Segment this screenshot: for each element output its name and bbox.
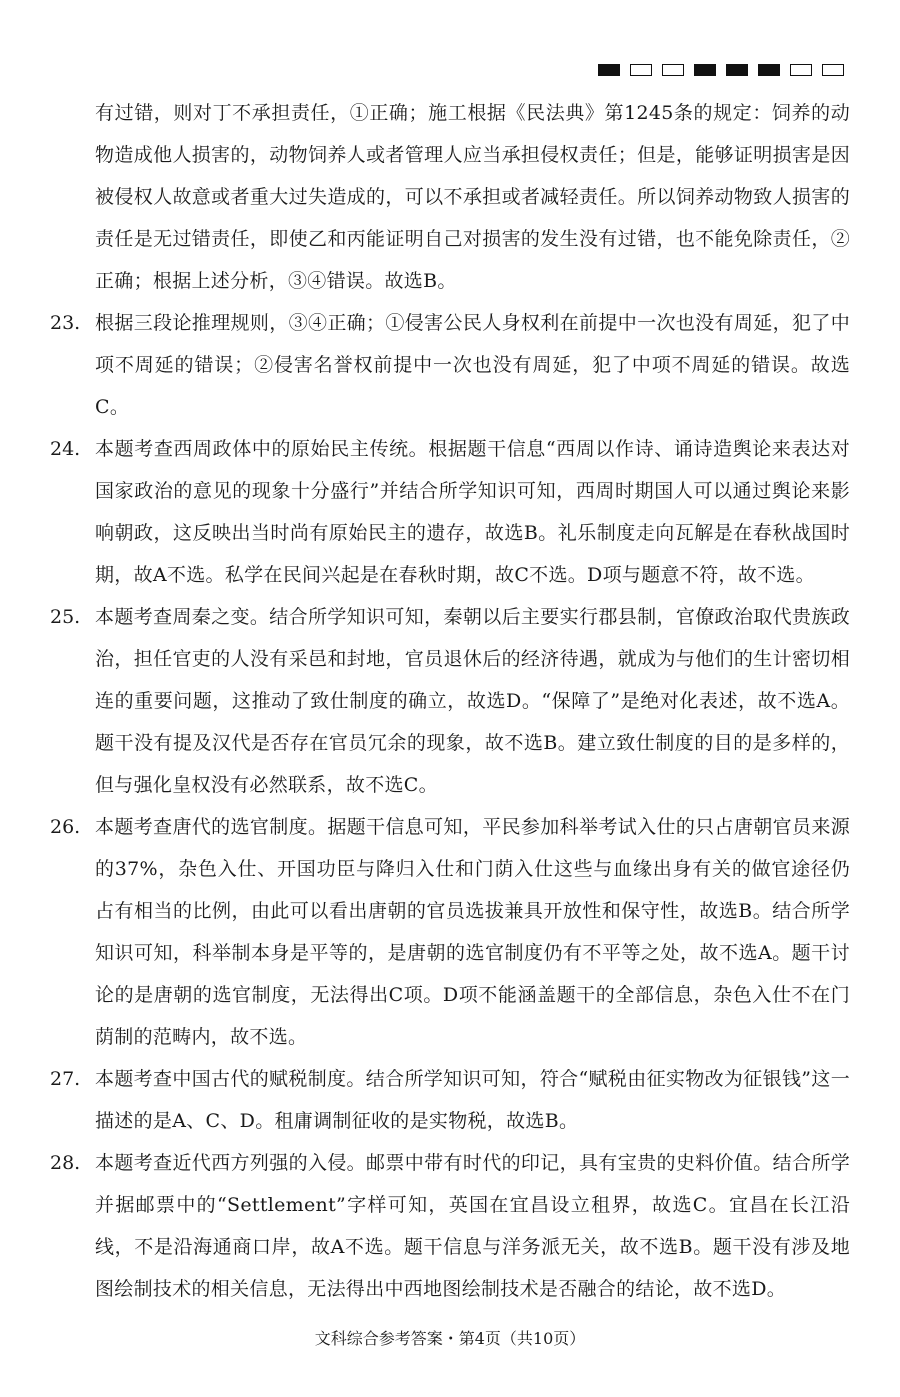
marker-filled (758, 64, 780, 76)
answer-content (50, 92, 850, 1310)
page-marker-row (598, 64, 844, 76)
answer-text: 根据三段论推理规则，③④正确；①侵害公民人身权利在前提中一次也没有周延，犯了中项不周延的错误；②侵害名誉权前提中一次也没有周延，犯了中项不周延的错误。故选C。 (95, 312, 850, 418)
answer-number: 25. (50, 606, 81, 628)
answer-text: 本题考查唐代的选官制度。据题干信息可知，平民参加科举考试入仕的只占唐朝官员来源的37%，杂色入仕、开国功臣与降归入仕和门荫入仕这些与血缘出身有关的做官途径仍占有相当的比例，由此可以看出唐朝的官员选拔兼具开放性和保守性，故选B。结合所学知识可知，科举制本身是平等的，是唐朝的选官制度仍有不平等之处，故不选A。题干讨论的是唐朝的选官制度，无法得出C项。D项不能涵盖题干的全部信息，杂色入仕不在门荫制的范畴内，故不选。 (95, 816, 850, 1048)
marker-filled (694, 64, 716, 76)
answer-continuation-text: 有过错，则对丁不承担责任，①正确；施工根据《民法典》第1245条的规定：饲养的动物造成他人损害的，动物饲养人或者管理人应当承担侵权责任；但是，能够证明损害是因被侵权人故意或者重大过失造成的，可以不承担或者减轻责任。所以饲养动物致人损害的责任是无过错责任，即使乙和丙能证明自己对损害的发生没有过错，也不能免除责任，②正确；根据上述分析，③④错误。故选B。 (95, 102, 850, 292)
answer-text: 本题考查近代西方列强的入侵。邮票中带有时代的印记，具有宝贵的史料价值。结合所学并据邮票中的“Settlement”字样可知，英国在宜昌设立租界，故选C。宜昌在长江沿线，不是沿海通商口岸，故A不选。题干信息与洋务派无关，故不选B。题干没有涉及地图绘制技术的相关信息，无法得出中西地图绘制技术是否融合的结论，故不选D。 (95, 1152, 850, 1300)
answer-28 (50, 1142, 850, 1310)
answer-25 (50, 596, 850, 806)
answer-text: 本题考查周秦之变。结合所学知识可知，秦朝以后主要实行郡县制，官僚政治取代贵族政治，担任官吏的人没有采邑和封地，官员退休后的经济待遇，就成为与他们的生计密切相连的重要问题，这推动了致仕制度的确立，故选D。“保障了”是绝对化表述，故不选A。题干没有提及汉代是否存在官员冗余的现象，故不选B。建立致仕制度的目的是多样的，但与强化皇权没有必然联系，故不选C。 (95, 606, 850, 796)
answer-26 (50, 806, 850, 1058)
answer-number: 26. (50, 816, 81, 838)
answer-text: 本题考查西周政体中的原始民主传统。根据题干信息“西周以作诗、诵诗造舆论来表达对国家政治的意见的现象十分盛行”并结合所学知识可知，西周时期国人可以通过舆论来影响朝政，这反映出当时尚有原始民主的遗存，故选B。礼乐制度走向瓦解是在春秋战国时期，故A不选。私学在民间兴起是在春秋时期，故C不选。D项与题意不符，故不选。 (95, 438, 850, 586)
answer-number: 28. (50, 1152, 81, 1174)
page-footer: 文科综合参考答案・第4页（共10页） (314, 1329, 586, 1348)
marker-empty (662, 64, 684, 76)
answer-number: 27. (50, 1068, 81, 1090)
answer-24 (50, 428, 850, 596)
answer-27 (50, 1058, 850, 1142)
answer-22-continuation (50, 92, 850, 302)
marker-empty (790, 64, 812, 76)
answer-number: 23. (50, 312, 81, 334)
marker-empty (630, 64, 652, 76)
marker-filled (598, 64, 620, 76)
answer-text: 本题考查中国古代的赋税制度。结合所学知识可知，符合“赋税由征实物改为征银钱”这一描述的是A、C、D。租庸调制征收的是实物税，故选B。 (95, 1068, 850, 1132)
marker-empty (822, 64, 844, 76)
marker-filled (726, 64, 748, 76)
answer-23 (50, 302, 850, 428)
answer-number: 24. (50, 438, 81, 460)
